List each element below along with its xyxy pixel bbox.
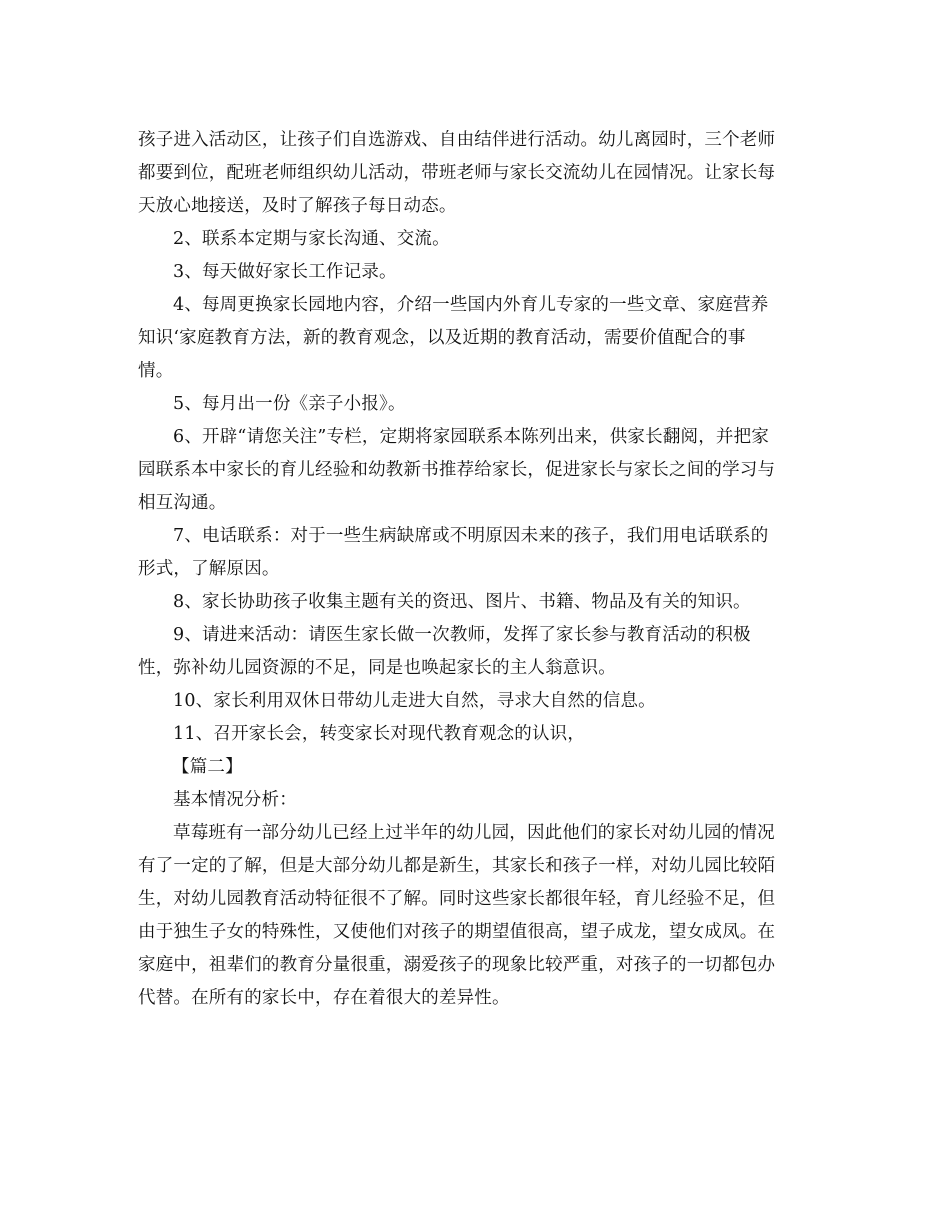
list-item-3 xyxy=(138,256,816,289)
list-item-2 xyxy=(138,223,816,256)
list-item-9 xyxy=(138,619,816,685)
text-line: 知识‘家庭教育方法，新的教育观念，以及近期的教育活动，需要价值配合的事 xyxy=(138,328,746,348)
text-line: 6、开辟“请您关注”专栏，定期将家园联系本陈列出来，供家长翻阅，并把家 xyxy=(173,427,770,447)
text-line: 草莓班有一部分幼儿已经上过半年的幼儿园，因此他们的家长对幼儿园的情况 xyxy=(173,823,775,843)
text-line: 代替。在所有的家长中，存在着很大的差异性。 xyxy=(138,988,510,1008)
list-item-10 xyxy=(138,685,816,718)
section-heading: 【篇二】 xyxy=(172,757,243,777)
text-line: 天放心地接送，及时了解孩子每日动态。 xyxy=(138,196,457,216)
analysis-paragraph xyxy=(138,817,816,1015)
text-line: 孩子进入活动区，让孩子们自选游戏、自由结伴进行活动。幼儿离园时，三个老师 xyxy=(138,130,776,150)
text-line: 7、电话联系：对于一些生病缺席或不明原因未来的孩子，我们用电话联系的 xyxy=(173,526,769,546)
subheading: 基本情况分析： xyxy=(173,790,297,810)
list-item-4 xyxy=(138,289,816,388)
list-item-8 xyxy=(138,586,816,619)
text-line: 生，对幼儿园教育活动特征很不了解。同时这些家长都很年轻，育儿经验不足，但 xyxy=(138,889,776,909)
text-line: 情。 xyxy=(138,361,174,381)
text-line: 11、召开家长会，转变家长对现代教育观念的认识， xyxy=(173,724,586,744)
text-line: 2、联系本定期与家长沟通、交流。 xyxy=(173,229,450,249)
text-line: 都要到位，配班老师组织幼儿活动，带班老师与家长交流幼儿在园情况。让家长每 xyxy=(138,163,776,183)
text-line: 相互沟通。 xyxy=(138,493,227,513)
text-line: 由于独生子女的特殊性，又使他们对孩子的期望值很高，望子成龙，望女成凤。在 xyxy=(138,922,776,942)
text-line: 性，弥补幼儿园资源的不足，同是也唤起家长的主人翁意识。 xyxy=(138,658,616,678)
text-line: 9、请进来活动：请医生家长做一次教师，发挥了家长参与教育活动的积极 xyxy=(173,625,751,645)
text-line: 5、每月出一份《亲子小报》。 xyxy=(173,394,406,414)
intro-paragraph xyxy=(138,124,816,223)
text-line: 家庭中，祖辈们的教育分量很重，溺爱孩子的现象比较严重，对孩子的一切都包办 xyxy=(138,955,776,975)
list-item-11 xyxy=(138,718,816,751)
list-item-5 xyxy=(138,388,816,421)
text-line: 有了一定的了解，但是大部分幼儿都是新生，其家长和孩子一样，对幼儿园比较陌 xyxy=(138,856,776,876)
document-body xyxy=(138,124,816,1015)
text-line: 10、家长利用双休日带幼儿走进大自然，寻求大自然的信息。 xyxy=(173,691,656,711)
text-line: 3、每天做好家长工作记录。 xyxy=(173,262,397,282)
list-item-6 xyxy=(138,421,816,520)
list-item-7 xyxy=(138,520,816,586)
text-line: 形式，了解原因。 xyxy=(138,559,280,579)
text-line: 8、家长协助孩子收集主题有关的资迅、图片、书籍、物品及有关的知识。 xyxy=(173,592,751,612)
text-line: 园联系本中家长的育儿经验和幼教新书推荐给家长，促进家长与家长之间的学习与 xyxy=(138,460,776,480)
text-line: 4、每周更换家长园地内容，介绍一些国内外育儿专家的一些文章、家庭营养 xyxy=(173,295,769,315)
